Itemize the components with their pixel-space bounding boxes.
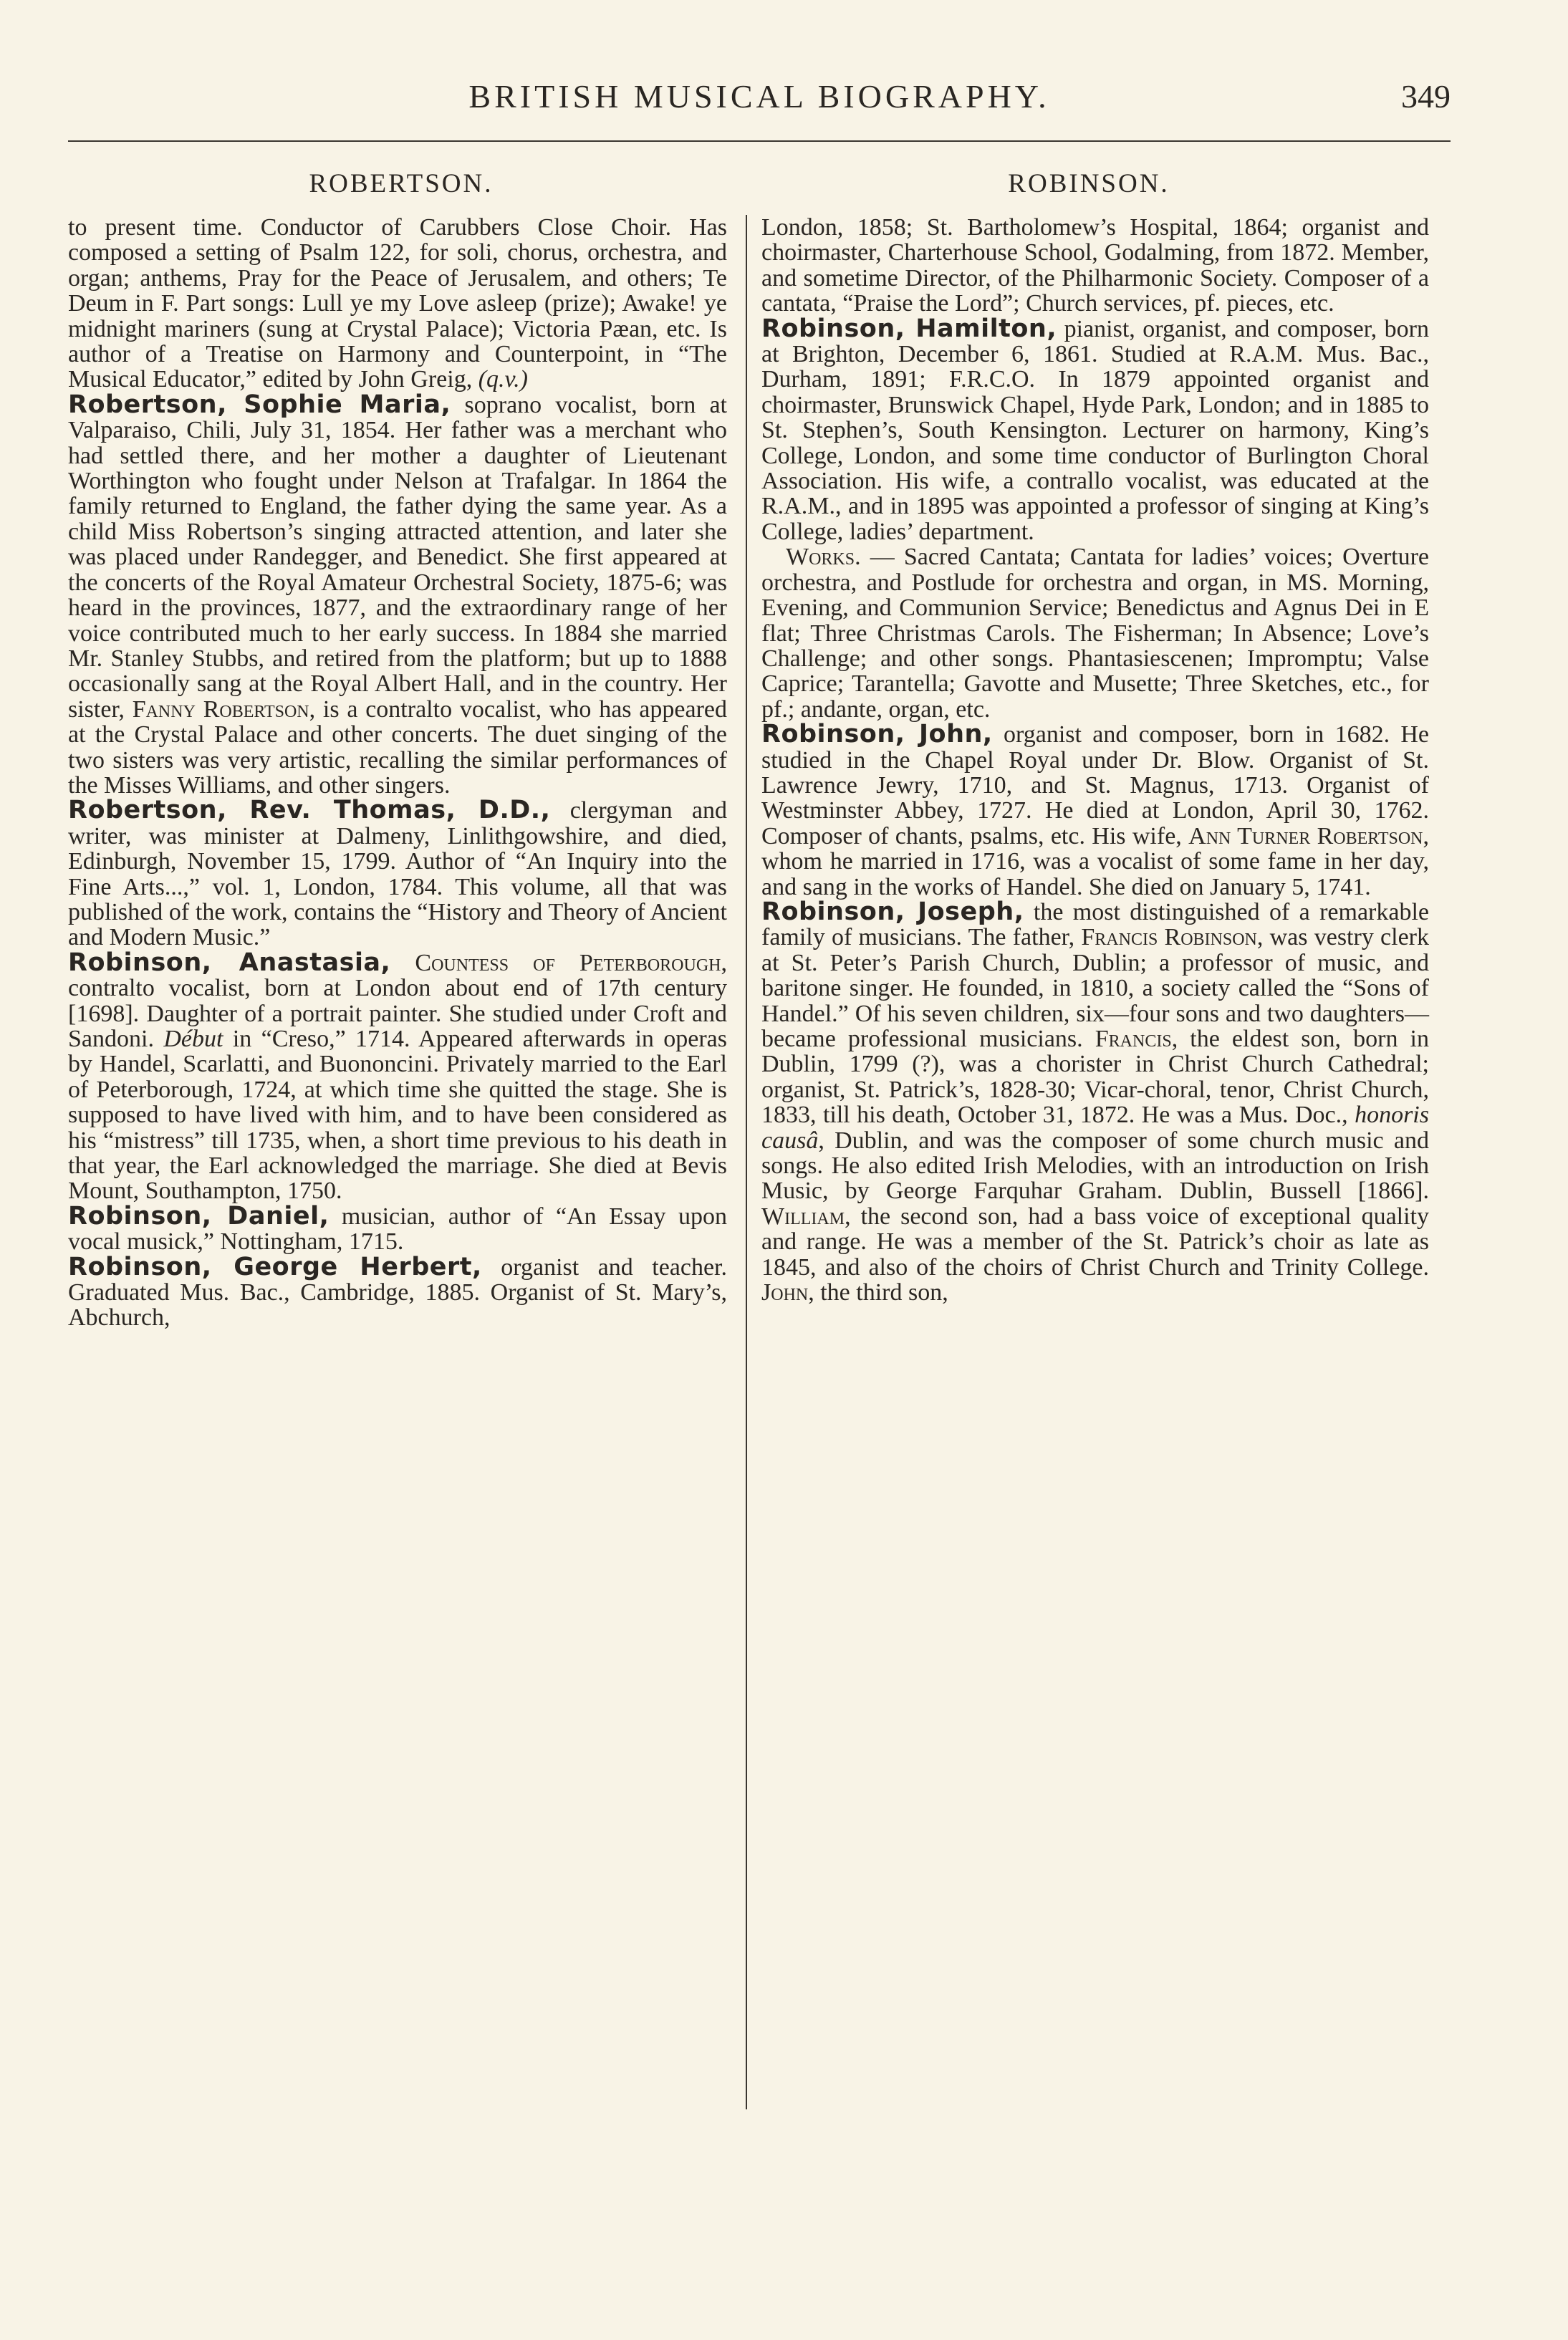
entry-text: , the second son, had a bass voice of exceptional quality and range. He was a member of the St. Patrick’s choir as late as 1845, and also of the choirs of Christ Church and Trinity College. [761,1203,1429,1281]
entry-text: musician, author of “An Essay upon vocal musick,” Nottingham, 1715. [68,1203,727,1256]
running-title: BRITISH MUSICAL BIOGRAPHY. [468,78,1050,115]
right-column-heading: ROBINSON. [1008,169,1170,198]
entry-text: organist and teacher. Graduated Mus. Bac., Cambridge, 1885. Organist of St. Mary’s, Abchurch, [68,1253,727,1332]
entry-daniel-robinson [68,1201,727,1256]
entry-thomas-robertson [68,798,727,950]
entry-text: pianist, organist, and composer, born at Brighton, December 6, 1861. Studied at R.A.M. Mus. Bac., Durham, 1891; F.R.C.O. In 1879 appointed organist and choirmaster, Brunswick Chapel, Hyde Park, London; and in 1885 to St. Stephen’s, South Kensington. Lecturer on harmony, King’s College, London, and some time conductor of Burlington Choral Association. His wife, a contrallo vocalist, was educated at the R.A.M., and in 1895 was appointed a professor of singing at King’s College, ladies’ department. [761,315,1429,545]
entry-headword: Robertson, Rev. Thomas, D.D., [68,796,551,825]
entry-joseph-robinson [761,897,1429,1306]
cross-reference-name: Francis Robinson [1081,924,1257,951]
entry-headword: Robinson, George Herbert, [68,1252,482,1281]
entry-headword: Robinson, Joseph, [761,897,1024,926]
works-label: Works. [786,544,861,571]
entry-headword: Robinson, Anastasia, [68,948,391,977]
works-list [761,544,1429,722]
italic-term: Début [163,1026,223,1052]
right-column [761,215,1429,1305]
cross-reference-name: William [761,1203,845,1230]
left-column [68,215,727,1331]
left-column-heading: ROBERTSON. [309,169,494,198]
entry-george-herbert-robinson [68,1252,727,1332]
entry-text: the most distinguished of a remarkable family of musicians. The father, [761,898,1429,951]
qv-reference: (q.v.) [478,366,528,393]
title-small-caps: Countess of Peterborough [390,949,721,976]
entry-hamilton-robinson [761,314,1429,545]
entry-text: , whom he married in 1716, was a vocalist of some fame in her day, and sang in the works of Handel. She died on January 5, 1741. [761,822,1429,900]
continued-entry [68,215,727,393]
entry-text: , the third son, [808,1279,948,1306]
entry-text: , Dublin, and was the composer of some church music and songs. He also edited Irish Melodies, with an introduction on Irish Music, by George Farquhar Graham. Dublin, Bussell [1866]. [761,1127,1429,1205]
entry-text: , the eldest son, born in Dublin, 1799 (?), was a chorister in Christ Church Cathedral; organist, St. Patrick’s, 1828-30; Vicar-choral, tenor, Christ Church, 1833, till his death, October 31, 1872. He was a Mus. Doc., [761,1026,1429,1129]
entry-headword: Robinson, Hamilton, [761,314,1057,343]
cross-reference-name: Fanny Robertson [132,695,309,723]
entry-john-robinson [761,722,1429,900]
continued-text: to present time. Conductor of Carubbers Close Choir. Has composed a setting of Psalm 122, for soli, chorus, orchestra, and organ; anthems, Pray for the Peace of Jerusalem, and others; Te Deum in F. Part songs: Lull ye my Love asleep (prize); Awake! ye midnight mariners (sung at Crystal Palace); Victoria Pæan, etc. Is author of a Treatise on Harmony and Counterpoint, in “The Musical Educator,” edited by John Greig, [68,214,727,393]
entry-anastasia-robinson [68,950,727,1204]
works-text: — Sacred Cantata; Cantata for ladies’ voices; Overture orchestra, and Postlude for orchestra and organ, in MS. Morning, Evening, and Communion Service; Benedictus and Agnus Dei in E flat; Three Christmas Carols. The Fisherman; In Absence; Love’s Challenge; and other songs. Phantasiescenen; Impromptu; Valse Caprice; Tarantella; Gavotte and Musette; Three Sketches, etc., for pf.; andante, organ, etc. [761,544,1429,723]
entry-text: , was vestry clerk at St. Peter’s Parish Church, Dublin; a professor of music, and baritone singer. He founded, in 1810, a society called the “Sons of Handel.” Of his seven children, six—four sons and two daughters—became professional musicians. [761,924,1429,1052]
column-divider [746,215,747,2109]
entry-text: clergyman and writer, was minister at Dalmeny, Linlithgowshire, and died, Edinburgh, November 15, 1799. Author of “An Inquiry into the Fine Arts...,” vol. 1, London, 1784. This volume, all that was published of the work, contains the “History and Theory of Ancient and Modern Music.” [68,797,727,951]
entry-sophie-maria-robertson [68,390,727,799]
page-number: 349 [1401,78,1451,115]
entry-text: , contralto vocalist, born at London about end of 17th century [1698]. Daughter of a portrait painter. She studied under Croft and Sandoni. [68,949,727,1052]
header-rule [68,140,1451,142]
entry-text: organist and composer, born in 1682. He studied in the Chapel Royal under Dr. Blow. Organist of St. Lawrence Jewry, 1710, and St. Magnus, 1713. Organist of Westminster Abbey, 1727. He died at London, April 30, 1762. Composer of chants, psalms, etc. His wife, [761,721,1430,849]
cross-reference-name: John [761,1279,809,1306]
running-head [68,77,1451,135]
entry-text: , is a contralto vocalist, who has appeared at the Crystal Palace and other concerts. The duet singing of the two sisters was very artistic, recalling the similar performances of the Misses Williams, and other singers. [68,695,727,799]
continued-entry: London, 1858; St. Bartholomew’s Hospital, 1864; organist and choirmaster, Charterhouse School, Godalming, from 1872. Member, and sometime Director, of the Philharmonic Society. Composer of a cantata, “Praise the Lord”; Church services, pf. pieces, etc. [761,214,1429,317]
cross-reference-name: Ann Turner Robertson [1188,822,1423,849]
entry-text: in “Creso,” 1714. Appeared afterwards in operas by Handel, Scarlatti, and Buononcini. Privately married to the Earl of Peterborough, 1724, at which time she quitted the stage. She is supposed to have lived with him, and to have been considered as his “mistress” till 1735, when, a short time previous to his death in that year, the Earl acknowledged the marriage. She died at Bevis Mount, Southampton, 1750. [68,1026,728,1205]
italic-term: honoris causâ [761,1102,1429,1154]
entry-headword: Robinson, Daniel, [68,1201,330,1231]
entry-headword: Robinson, John, [761,720,993,749]
entry-headword: Robertson, Sophie Maria, [68,390,451,419]
entry-text: soprano vocalist, born at Valparaiso, Chili, July 31, 1854. Her father was a merchant who had settled there, and her mother a daughter of Lieutenant Worthington who fought under Nelson at Trafalgar. In 1864 the family returned to England, the father dying the same year. As a child Miss Robertson’s singing attracted attention, and later she was placed under Randegger, and Benedict. She first appeared at the concerts of the Royal Amateur Orchestral Society, 1875-6; was heard in the provinces, 1877, and the extraordinary range of her voice contributed much to her early success. In 1884 she married Mr. Stanley Stubbs, and retired from the platform; but up to 1888 occasionally sang at the Royal Albert Hall, and in the country. Her sister, [68,391,727,723]
cross-reference-name: Francis [1095,1026,1172,1052]
